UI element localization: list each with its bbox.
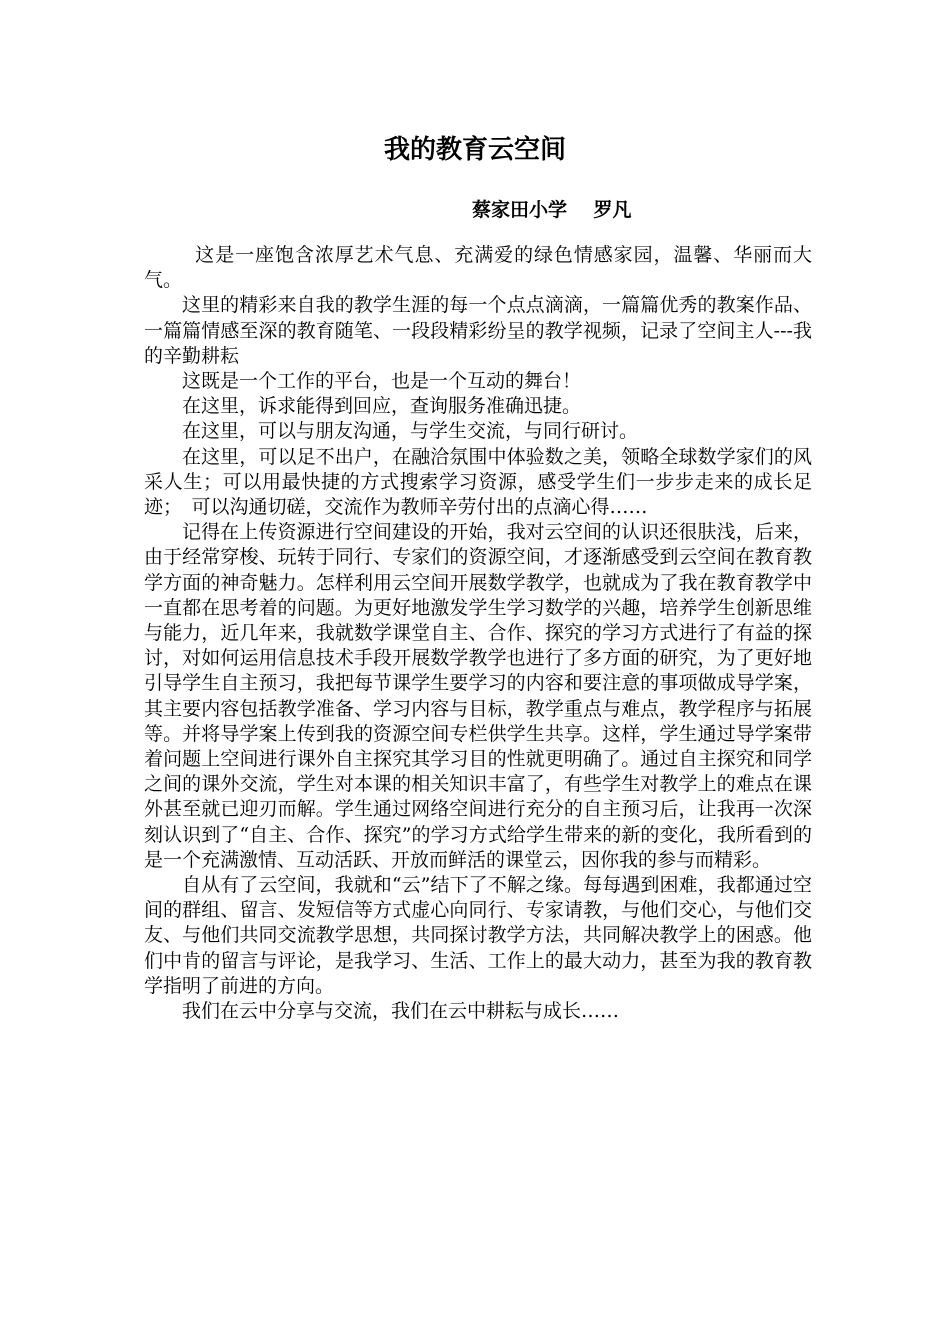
paragraph: 在这里，可以与朋友沟通，与学生交流，与同行研讨。 <box>182 420 639 443</box>
paragraph: 在这里，可以足不出户，在融洽氛围中体验数之美，领略全球数学家们的风采人生；可以用最快捷的方式搜索学习资源，感受学生们一步步走来的成长足迹； 可以沟通切磋，交流作为教师辛劳付出的点滴心得…… <box>144 445 812 519</box>
paragraph: 我们在云中分享与交流，我们在云中耕耘与成长…… <box>182 1000 620 1023</box>
document-body <box>144 243 812 1024</box>
paragraph: 自从有了云空间，我就和“云”结下了不解之缘。每每遇到困难，我都通过空间的群组、留言、发短信等方式虚心向同行、专家请教，与他们交心，与他们交友、与他们共同交流教学思想，共同探讨教学方法，共同解决教学上的困惑。他们中肯的留言与评论，是我学习、生活、工作上的最大动力，甚至为我的教育教学指明了前进的方向。 <box>144 874 812 997</box>
paragraph: 记得在上传资源进行空间建设的开始，我对云空间的认识还很肤浅，后来，由于经常穿梭、玩转于同行、专家们的资源空间，才逐渐感受到云空间在教育教学方面的神奇魅力。怎样利用云空间开展数学教学，也就成为了我在教育教学中一直都在思考着的问题。为更好地激发学生学习数学的兴趣，培养学生创新思维与能力，近几年来，我就数学课堂自主、合作、探究的学习方式进行了有益的探讨，对如何运用信息技术手段开展数学教学也进行了多方面的研究，为了更好地引导学生自主预习，我把每节课学生要学习的内容和要注意的事项做成导学案，其主要内容包括教学准备、学习内容与目标，教学重点与难点，教学程序与拓展等。并将导学案上传到我的资源空间专栏供学生共享。这样，学生通过导学案带着问题上空间进行课外自主探究其学习目的性就更明确了。通过自主探究和同学之间的课外交流，学生对本课的相关知识丰富了，有些学生对教学上的难点在课外甚至就已迎刃而解。学生通过网络空间进行充分的自主预习后，让我再一次深刻认识到了“自主、合作、探究”的学习方式给学生带来的新的变化，我所看到的是一个充满激情、互动活跃、开放而鲜活的课堂云，因你我的参与而精彩。 <box>144 521 812 871</box>
paragraph: 在这里，诉求能得到回应，查询服务准确迅捷。 <box>182 395 582 418</box>
paragraph: 这里的精彩来自我的教学生涯的每一个点点滴滴，一篇篇优秀的教案作品、一篇篇情感至深的教育随笔、一段段精彩纷呈的教学视频，记录了空间主人---我的辛勤耕耘 <box>144 294 812 367</box>
paragraph: 这是一座饱含浓厚艺术气息、充满爱的绿色情感家园，温馨、华丽而大气。 <box>144 244 812 292</box>
paragraph: 这既是一个工作的平台，也是一个互动的舞台！ <box>182 370 582 393</box>
document-title: 我的教育云空间 <box>383 135 566 165</box>
author-byline: 蔡家田小学 罗凡 <box>472 199 632 221</box>
